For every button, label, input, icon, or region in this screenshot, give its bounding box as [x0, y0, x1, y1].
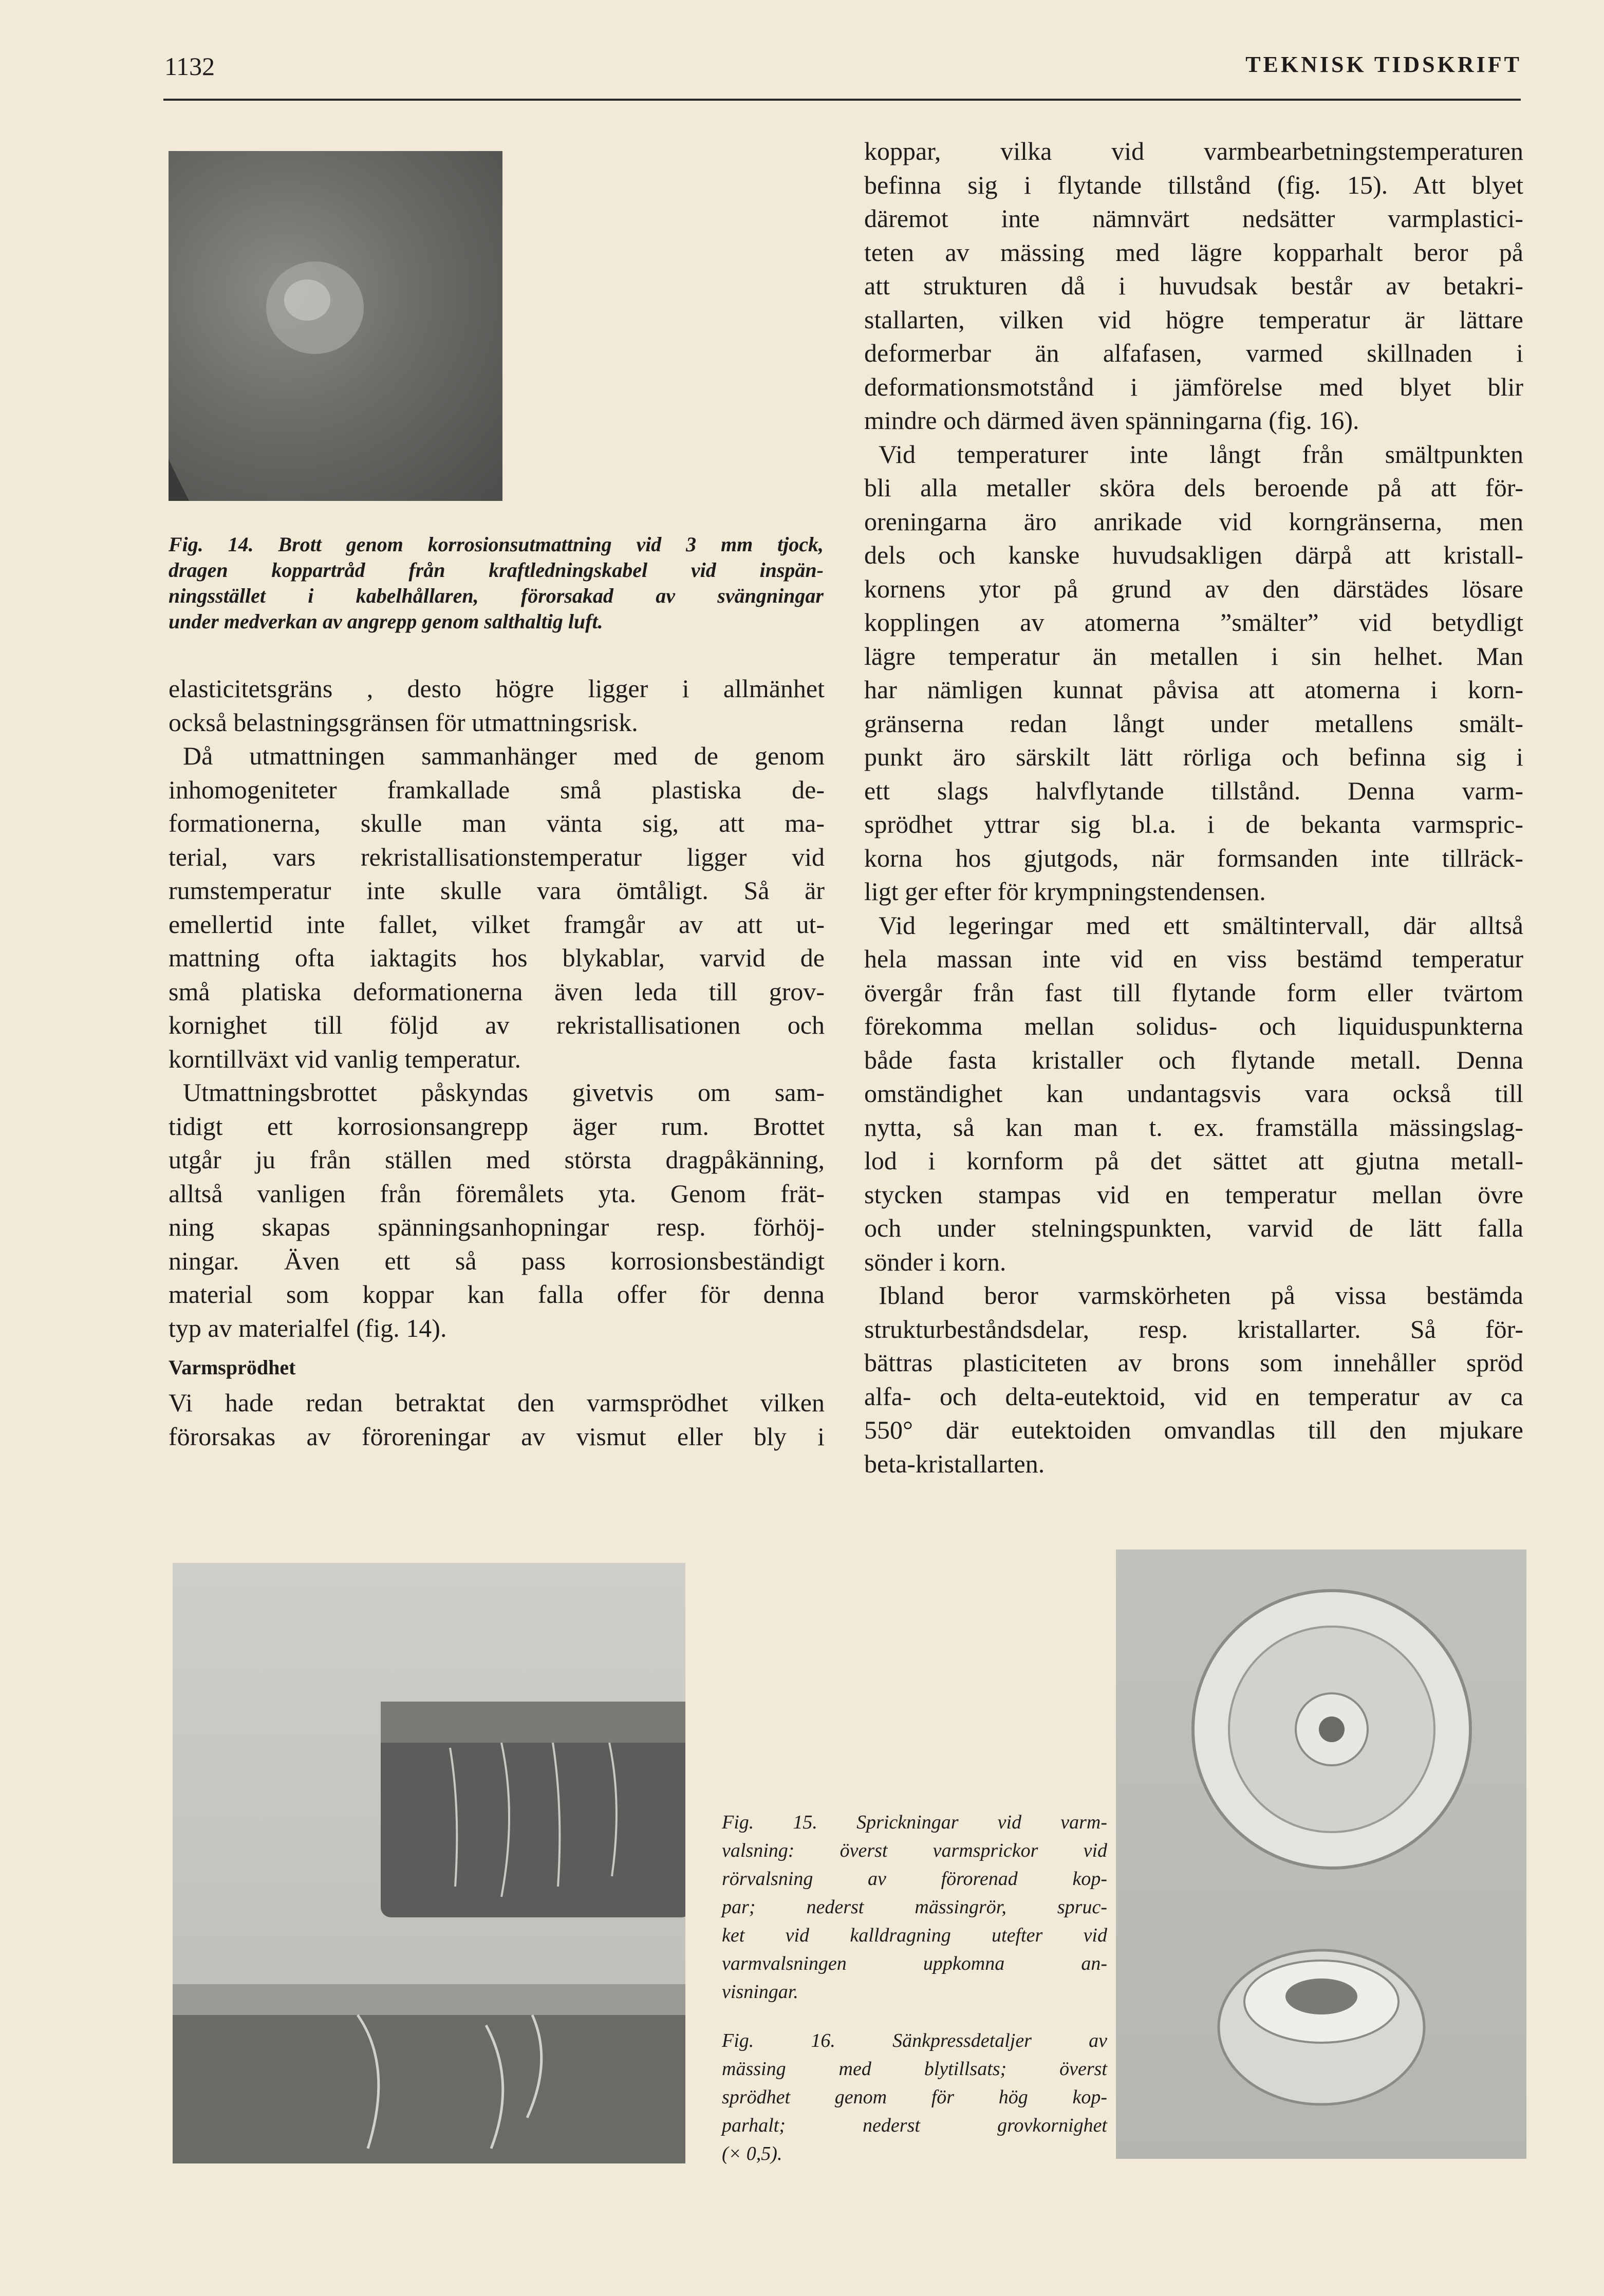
- left-column: [169, 672, 825, 1453]
- text-line: hela massan inte vid en viss bestämd temperatur: [864, 944, 1523, 973]
- fig16-photo-image: [1116, 1550, 1526, 2159]
- right-column: [864, 135, 1523, 1481]
- text-line: teten av mässing med lägre kopparhalt beror på: [864, 237, 1523, 267]
- text-line: tidigt ett korrosionsangrepp äger rum. Brottet: [169, 1111, 825, 1141]
- text-line: oreningarna äro anrikade vid korngränserna, men: [864, 507, 1523, 536]
- text-line: par; nederst mässingrör, spruc-: [722, 1896, 1107, 1918]
- text-line: både fasta kristaller och flytande metall. Denna: [864, 1045, 1523, 1074]
- running-title: TEKNISK TIDSKRIFT: [1245, 52, 1522, 77]
- text-line: inhomogeniteter framkallade små plastiska de-: [169, 775, 825, 804]
- fig14-photo: [169, 151, 502, 501]
- text-line: mattning ofta iaktagits hos blykablar, varvid de: [169, 943, 825, 972]
- fig15-photo-image: [173, 1563, 685, 2163]
- text-line: koppar, vilka vid varmbearbetningstemperaturen: [864, 137, 1523, 165]
- text-line: material som koppar kan falla offer för denna: [169, 1280, 825, 1309]
- text-line: ligt ger efter för krympningstendensen.: [864, 877, 1266, 906]
- paragraph: [864, 135, 1523, 438]
- fig14-caption: [169, 532, 824, 634]
- fig14-photo-image: [169, 151, 502, 501]
- fig16-photo: [1116, 1550, 1526, 2159]
- paragraph: [864, 909, 1523, 1279]
- header-rule: [163, 99, 1521, 101]
- text-line: dragen koppartråd från kraftledningskabel vid inspän-: [169, 558, 824, 582]
- fig16-caption: [722, 2027, 1107, 2168]
- text-line: rörvalsning av förorenad kop-: [722, 1868, 1107, 1890]
- text-line: övergår från fast till flytande form eller tvärtom: [864, 978, 1523, 1007]
- text-line: ningar. Även ett så pass korrosionsbeständigt: [169, 1246, 825, 1275]
- text-line: och under stelningspunkten, varvid de lätt falla: [864, 1214, 1523, 1242]
- text-line: Fig. 16. Sänkpressdetaljer av: [722, 2030, 1107, 2051]
- text-line: bättras plasticiteten av brons som innehåller spröd: [864, 1348, 1523, 1377]
- text-line: nytta, så kan man t. ex. framställa mässingslag-: [864, 1112, 1523, 1142]
- text-line: valsning: överst varmsprickor vid: [722, 1840, 1107, 1861]
- text-line: Ibland beror varmskörheten på vissa bestämda: [879, 1281, 1523, 1310]
- fig15-caption: [722, 1808, 1107, 2006]
- text-line: att strukturen då i huvudsak består av betakri-: [864, 271, 1523, 300]
- text-line: kopplingen av atomerna ”smälter” vid betydligt: [864, 608, 1523, 637]
- text-line: sprödhet genom för hög kop-: [722, 2086, 1107, 2108]
- page-number: 1132: [164, 52, 215, 81]
- text-line: små platiska deformationerna även leda till grov-: [169, 977, 825, 1006]
- paragraph: [169, 1386, 825, 1453]
- text-line: Då utmattningen sammanhänger med de genom: [183, 741, 825, 770]
- text-line: Fig. 15. Sprickningar vid varm-: [722, 1812, 1107, 1833]
- text-line: omständighet kan undantagsvis vara också till: [864, 1079, 1523, 1108]
- text-line: kornighet till följd av rekristallisationen och: [169, 1011, 825, 1039]
- text-line: utgår ju från ställen med största dragpåkänning,: [169, 1145, 825, 1174]
- text-line: mässing med blytillsats; överst: [722, 2058, 1107, 2080]
- text-line: befinna sig i flytande tillstånd (fig. 15). Att blyet: [864, 170, 1523, 199]
- text-line: kornens ytor på grund av den därstädes lösare: [864, 574, 1523, 603]
- text-line: korntillväxt vid vanlig temperatur.: [169, 1044, 521, 1073]
- text-line: lod i kornform på det sättet att gjutna metall-: [864, 1146, 1523, 1175]
- text-line: förekomma mellan solidus- och liquiduspunkterna: [864, 1012, 1523, 1040]
- fig15-photo: [173, 1563, 685, 2163]
- text-line: sprödhet yttrar sig bl.a. i de bekanta varmspric-: [864, 810, 1523, 838]
- text-line: deformationsmotstånd i jämförelse med blyet blir: [864, 372, 1523, 401]
- text-line: mindre och därmed även spänningarna (fig. 16).: [864, 406, 1359, 435]
- text-line: Vi hade redan betraktat den varmsprödhet vilken: [169, 1388, 825, 1417]
- text-line: ket vid kalldragning utefter vid: [722, 1925, 1107, 1946]
- text-line: parhalt; nederst grovkornighet: [722, 2115, 1107, 2136]
- text-line: gränserna redan långt under metallens smält-: [864, 708, 1523, 738]
- paragraph: [169, 672, 825, 739]
- text-line: strukturbeståndsdelar, resp. kristallarter. Så för-: [864, 1314, 1523, 1343]
- text-line: sönder i korn.: [864, 1247, 1006, 1276]
- text-line: alltså vanligen från föremålets yta. Genom frät-: [169, 1179, 825, 1208]
- text-line: alfa- och delta-eutektoid, vid en temperatur av ca: [864, 1382, 1523, 1411]
- text-line: deformerbar än alfafasen, varmed skillnaden i: [864, 339, 1523, 367]
- text-line: också belastningsgränsen för utmattningsrisk.: [169, 707, 638, 737]
- text-line: visningar.: [722, 1981, 798, 2003]
- text-line: bli alla metaller sköra dels beroende på att för-: [864, 473, 1523, 502]
- text-line: ett slags halvflytande tillstånd. Denna varm-: [864, 776, 1523, 805]
- paragraph: [169, 1076, 825, 1345]
- text-line: varmvalsningen uppkomna an-: [722, 1953, 1107, 1974]
- text-line: terial, vars rekristallisationstemperatur ligger vid: [169, 842, 825, 871]
- paragraph: [864, 438, 1523, 909]
- text-line: rumstemperatur inte skulle vara ömtåligt. Så är: [169, 876, 825, 905]
- text-line: beta-kristallarten.: [864, 1449, 1045, 1478]
- paragraph: [169, 739, 825, 1076]
- text-line: typ av materialfel (fig. 14).: [169, 1313, 447, 1342]
- text-line: lägre temperatur än metallen i sin helhet. Man: [864, 641, 1523, 670]
- text-line: under medverkan av angrepp genom salthaltig luft.: [169, 610, 603, 633]
- text-line: formationerna, skulle man vänta sig, att ma-: [169, 809, 825, 837]
- text-line: Vid legeringar med ett smältintervall, där alltså: [879, 910, 1523, 940]
- text-line: stycken stampas vid en temperatur mellan övre: [864, 1180, 1523, 1209]
- text-line: Fig. 14. Brott genom korrosionsutmattning vid 3 mm tjock,: [169, 533, 824, 556]
- text-line: Vid temperaturer inte långt från smältpunkten: [879, 439, 1523, 469]
- section-heading: Varmsprödhet: [169, 1356, 296, 1379]
- text-line: förorsakas av föroreningar av vismut eller bly i: [169, 1422, 825, 1451]
- text-line: (× 0,5).: [722, 2143, 782, 2164]
- text-line: 550° där eutektoiden omvandlas till den mjukare: [864, 1415, 1523, 1444]
- text-line: ning skapas spänningsanhopningar resp. förhöj-: [169, 1212, 825, 1241]
- text-line: emellertid inte fallet, vilket framgår av att ut-: [169, 909, 825, 939]
- text-line: stallarten, vilken vid högre temperatur är lättare: [864, 305, 1523, 334]
- text-line: ningsstället i kabelhållaren, förorsakad av svängningar: [169, 584, 824, 607]
- text-line: Utmattningsbrottet påskyndas givetvis om sam-: [183, 1078, 825, 1107]
- text-line: korna hos gjutgods, när formsanden inte tillräck-: [864, 843, 1523, 872]
- text-line: elasticitetsgräns , desto högre ligger i allmänhet: [169, 674, 825, 703]
- paragraph: [864, 1279, 1523, 1481]
- text-line: har nämligen kunnat påvisa att atomerna i korn-: [864, 675, 1523, 704]
- text-line: däremot inte nämnvärt nedsätter varmplastici-: [864, 204, 1523, 233]
- text-line: punkt äro särskilt lätt rörliga och befinna sig i: [864, 742, 1523, 771]
- text-line: dels och kanske huvudsakligen därpå att kristall-: [864, 540, 1523, 569]
